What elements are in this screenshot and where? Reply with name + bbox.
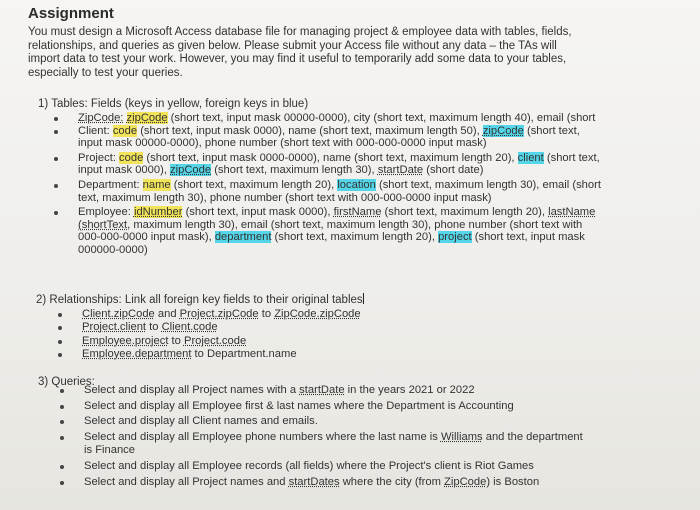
key-field: zipCode xyxy=(126,112,168,124)
field-description: (short date) xyxy=(423,164,484,177)
query-text: Select and display all Project names and xyxy=(84,475,289,488)
query-field: ZipCode xyxy=(444,475,487,488)
field-description: (short text, maximum length 20), xyxy=(381,206,549,219)
field-description: (short text, input mask 0000), name (short text, maximum length 50), xyxy=(137,124,483,137)
query-text: Select and display all Employee first & last names where the Department is Accounting xyxy=(84,399,514,412)
foreign-key-field: zipCode xyxy=(482,124,524,137)
field-name: startDate xyxy=(377,164,424,177)
query-text: where the city (from xyxy=(339,475,445,488)
query-field: startDates xyxy=(288,475,340,488)
relationship-item xyxy=(82,348,582,361)
relationship-item xyxy=(82,308,582,321)
relationship-target: Project.code xyxy=(183,334,247,347)
query-item xyxy=(84,431,584,458)
field-description: (short text, input mask 0000), xyxy=(182,206,334,219)
query-text: ) is Boston xyxy=(486,475,540,488)
relationship-text: and xyxy=(154,308,180,320)
foreign-key-field: client xyxy=(517,151,544,164)
field-description: (short text, input mask 0000-0000), name (short text, maximum length 20), xyxy=(143,151,518,164)
query-item xyxy=(84,400,584,414)
queries-heading: 3) Queries: xyxy=(38,376,95,388)
relationships-heading-text: 2) Relationships: Link all foreign key fields to their original tables xyxy=(36,294,363,306)
assignment-title: Assignment xyxy=(28,5,114,22)
table-project xyxy=(78,152,606,177)
table-client xyxy=(78,125,606,150)
query-text: Select and display all Client names and emails. xyxy=(84,415,318,428)
table-name: Project: xyxy=(78,151,116,164)
relationship-field: Client.zipCode xyxy=(82,308,155,320)
relationship-target: ZipCode.zipCode xyxy=(274,308,361,320)
table-zipcode xyxy=(78,112,606,125)
tables-list xyxy=(78,112,606,257)
table-name: Employee: xyxy=(78,206,131,219)
relationship-item xyxy=(82,335,582,348)
query-text: Select and display all Employee records (all fields) where the Project's client is Riot Games xyxy=(84,459,534,472)
query-text: in the years 2021 or 2022 xyxy=(344,384,475,396)
field-name: lastName xyxy=(548,206,596,219)
field-description: (short text, maximum length 30), email (short text, maximum length 30), phone number (short text with 000-000-0000 input mask) xyxy=(78,178,601,204)
field-description: (short text, input mask 0000), xyxy=(78,151,600,177)
key-field: code xyxy=(112,124,138,137)
field-description: (short text, maximum length 20), xyxy=(170,178,338,191)
text-cursor xyxy=(363,293,364,304)
field-description: (short text, input mask 00000-0000), city (short text, maximum length 40), email (short xyxy=(167,112,596,124)
field-name: firstName xyxy=(333,206,382,219)
foreign-key-field: location xyxy=(337,178,376,191)
relationship-item xyxy=(82,321,582,334)
query-text: Select and display all Employee phone numbers where the last name is xyxy=(84,430,441,443)
query-text: and the department is Finance xyxy=(84,430,583,457)
table-name: Client: xyxy=(78,124,110,137)
relationship-target: Client.code xyxy=(161,321,218,334)
field-description: (short text, input mask 00000-0000), phone number (short text with 000-000-0000 input mask) xyxy=(78,124,580,150)
field-description: (short text, maximum length 20), xyxy=(271,231,439,244)
key-field: name xyxy=(142,178,171,191)
key-field: idNumber xyxy=(133,206,183,219)
tables-heading: 1) Tables: Fields (keys in yellow, foreign keys in blue) xyxy=(38,98,309,110)
relationships-list xyxy=(82,308,582,362)
field-description: (short text, maximum length 30), xyxy=(211,164,378,177)
relationship-field: Employee.project xyxy=(82,334,169,347)
foreign-key-field: project xyxy=(438,231,472,244)
relationship-text: to xyxy=(146,321,162,334)
key-field: code xyxy=(119,151,144,164)
relationships-heading xyxy=(36,293,364,306)
table-department xyxy=(78,179,606,204)
table-name: ZipCode: xyxy=(78,112,124,124)
field-description: (short text, input mask 000000-0000) xyxy=(78,231,585,256)
table-employee xyxy=(78,206,606,256)
assignment-intro: You must design a Microsoft Access database file for managing project & employee data with tables, fields, relationships, and queries as given below. Please submit your Access file without any data – the TAs will import data to test your work. However, you may find it useful to temporarily add some data to your tables, especially to test your queries. xyxy=(28,26,572,79)
queries-list xyxy=(84,384,584,489)
relationship-field: Project.zipCode xyxy=(179,308,259,320)
field-description: maximum length 30), email (short text, maximum length 30), phone number (short text with 000-000-0000 input mask), xyxy=(78,218,583,244)
relationship-text: to xyxy=(258,308,275,320)
query-item xyxy=(84,415,584,429)
field-type: (shortText, xyxy=(78,218,131,231)
relationship-text: to Department.name xyxy=(191,348,297,361)
query-text: Select and display all Project names with a xyxy=(84,384,300,396)
relationship-field: Employee.department xyxy=(82,348,192,361)
relationship-field: Project.client xyxy=(82,321,147,334)
query-item xyxy=(84,384,584,398)
relationship-text: to xyxy=(168,334,184,347)
table-name: Department: xyxy=(78,178,140,191)
query-item xyxy=(84,460,584,474)
query-item xyxy=(84,476,584,490)
foreign-key-field: zipCode xyxy=(170,164,212,177)
query-field: startDate xyxy=(299,384,345,396)
foreign-key-field: department xyxy=(214,231,272,244)
query-value: Williams xyxy=(440,430,483,443)
